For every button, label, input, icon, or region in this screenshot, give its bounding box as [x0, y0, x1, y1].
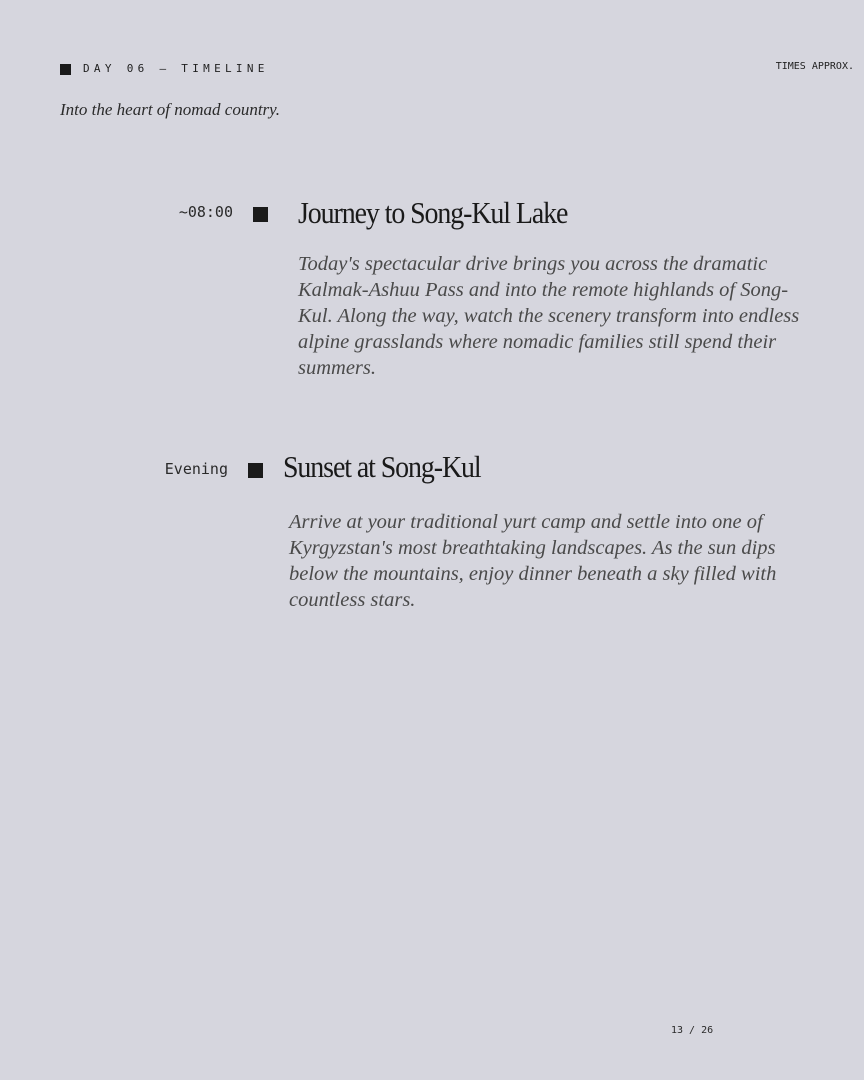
entry-description: Today's spectacular drive brings you across the dramatic Kalmak-Ashuu Pass and into the remote highlands of Song-Kul. Along the way, watch the scenery transform into endless alpine grasslands where nomadic families still spend their summers. — [298, 253, 800, 379]
timeline-bullet — [253, 207, 268, 222]
entry-description: Arrive at your traditional yurt camp and settle into one of Kyrgyzstan's most breathtaking landscapes. As the sun dips below the mountains, enjoy dinner beneath a sky filled with countless stars. — [289, 511, 777, 611]
section-label: DAY 06 — TIMELINE — [83, 62, 269, 75]
entry-title: Journey to Song-Kul Lake — [298, 195, 568, 230]
header-square-marker — [60, 64, 71, 75]
entry-time: ~08:00 — [178, 203, 233, 221]
times-note: TIMES APPROX. — [775, 61, 854, 72]
page-subtitle: Into the heart of nomad country. — [60, 100, 281, 119]
entry-time: Evening — [164, 460, 228, 478]
entry-title: Sunset at Song-Kul — [283, 449, 481, 484]
timeline-bullet — [248, 463, 263, 478]
page-number: 13 / 26 — [671, 1025, 714, 1036]
